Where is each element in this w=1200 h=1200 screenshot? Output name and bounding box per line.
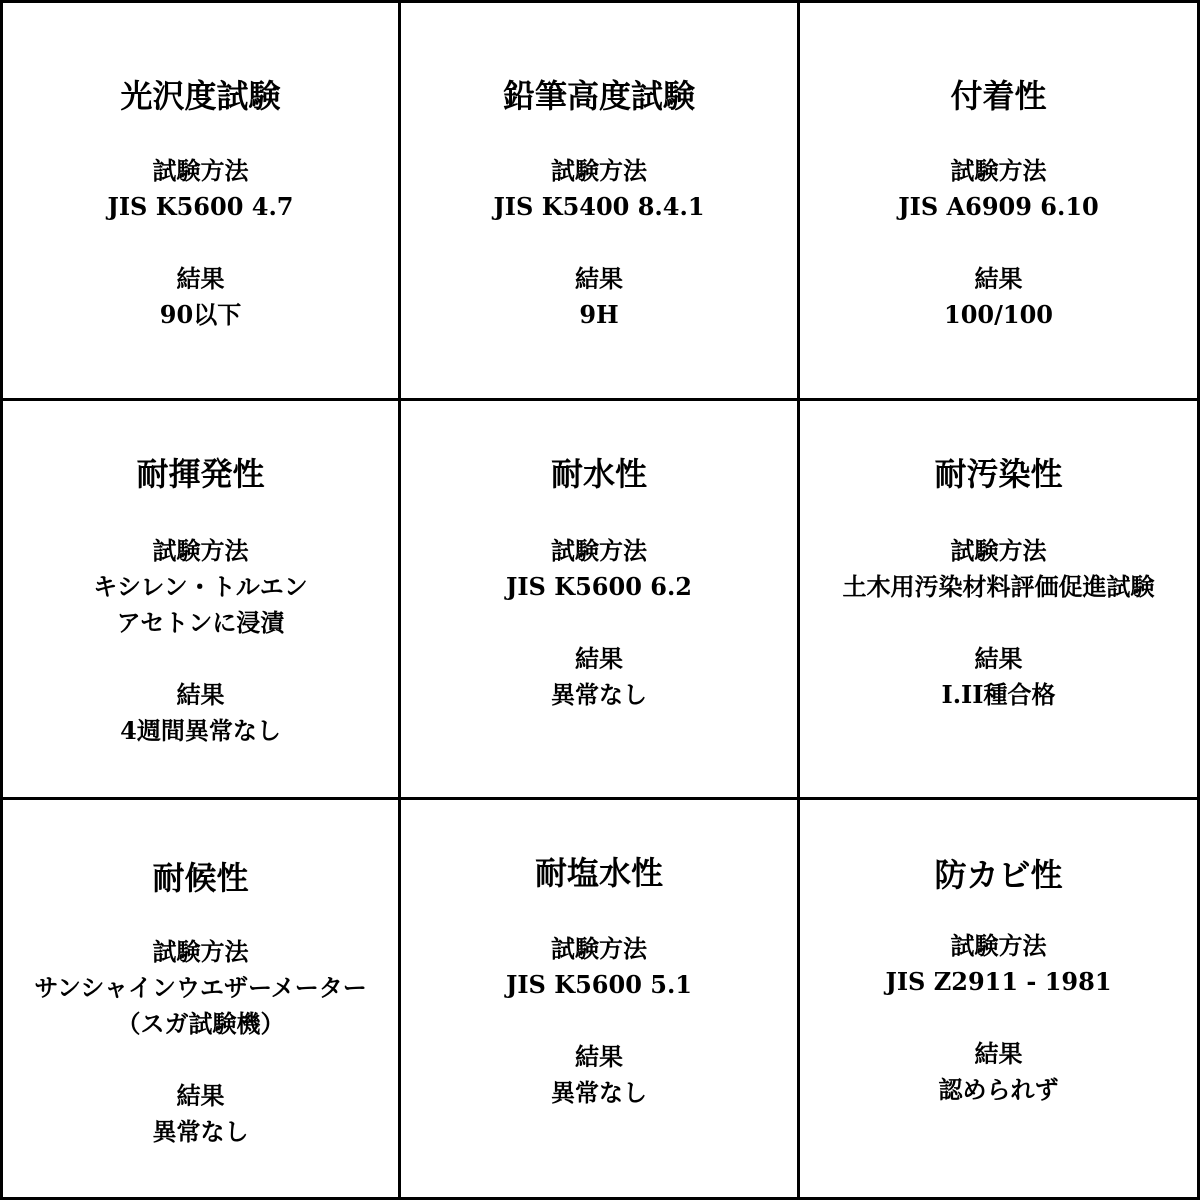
test-cell-weather-resistance	[3, 800, 401, 1197]
method-value: JIS K5600 6.2	[505, 572, 693, 601]
result-value: 異常なし	[152, 1117, 249, 1146]
result-value: 異常なし	[551, 680, 647, 709]
result-value: 90以下	[159, 300, 242, 329]
test-cell-volatile-resistance	[3, 401, 401, 800]
result-label: 結果	[974, 1039, 1023, 1068]
method-value: サンシャインウエザーメーター	[34, 973, 367, 1002]
test-title: 耐汚染性	[934, 455, 1063, 493]
test-title: 耐塩水性	[534, 854, 663, 892]
method-label: 試験方法	[152, 156, 249, 185]
result-label: 結果	[176, 680, 225, 709]
method-label: 試験方法	[950, 156, 1047, 185]
method-value: JIS K5600 4.7	[107, 192, 294, 221]
method-label: 試験方法	[152, 536, 249, 565]
result-label: 結果	[974, 644, 1023, 673]
method-label: 試験方法	[152, 937, 249, 966]
result-label: 結果	[575, 1042, 623, 1071]
method-label: 試験方法	[551, 934, 647, 963]
test-title: 耐揮発性	[136, 455, 265, 493]
result-value: 100/100	[944, 300, 1053, 329]
test-title: 鉛筆高度試験	[502, 77, 695, 115]
method-label: 試験方法	[551, 156, 647, 185]
result-value: 認められず	[938, 1075, 1059, 1104]
method-label: 試験方法	[950, 931, 1047, 960]
method-label: 試験方法	[950, 536, 1047, 565]
test-title: 耐候性	[152, 859, 249, 897]
result-label: 結果	[974, 264, 1023, 293]
result-label: 結果	[575, 264, 623, 293]
test-cell-salt-water-resistance	[401, 800, 800, 1197]
method-value: JIS K5600 5.1	[505, 970, 693, 999]
test-cell-mold-resistance	[800, 800, 1197, 1197]
test-title: 耐水性	[550, 455, 647, 493]
method-value: JIS K5400 8.4.1	[493, 192, 705, 221]
test-cell-water-resistance	[401, 401, 800, 800]
result-value: 異常なし	[551, 1078, 647, 1107]
method-value: 土木用汚染材料評価促進試験	[842, 572, 1155, 601]
result-value: 9H	[579, 300, 619, 329]
test-title: 光沢度試験	[120, 77, 281, 115]
test-cell-pencil-hardness	[401, 3, 800, 401]
result-label: 結果	[575, 644, 623, 673]
result-value: I.II種合格	[941, 680, 1056, 709]
test-title: 付着性	[950, 77, 1047, 115]
method-value: （スガ試験機）	[116, 1009, 285, 1038]
method-value: JIS A6909 6.10	[898, 192, 1099, 221]
test-title: 防カビ性	[934, 856, 1063, 894]
method-value: アセトンに浸漬	[116, 608, 285, 637]
result-label: 結果	[176, 264, 225, 293]
test-cell-gloss	[3, 3, 401, 401]
method-value: キシレン・トルエン	[93, 572, 308, 601]
result-label: 結果	[176, 1081, 225, 1110]
method-value: JIS Z2911 - 1981	[885, 967, 1112, 996]
test-cell-adhesion	[800, 3, 1197, 401]
test-cell-stain-resistance	[800, 401, 1197, 800]
method-label: 試験方法	[551, 536, 647, 565]
result-value: 4週間異常なし	[120, 716, 281, 745]
